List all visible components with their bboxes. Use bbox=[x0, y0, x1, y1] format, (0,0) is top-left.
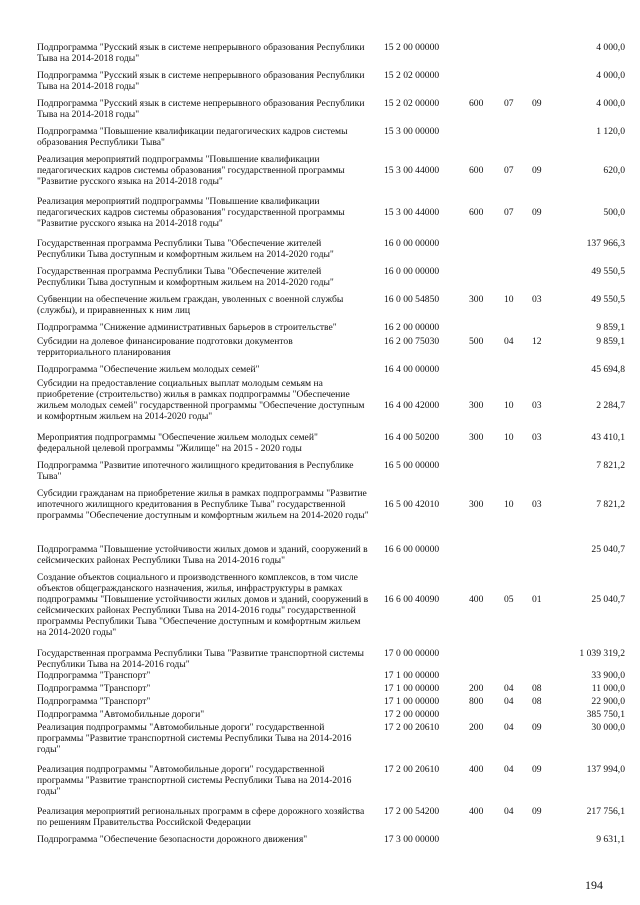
row-target-code: 15 3 00 44000 bbox=[384, 165, 440, 176]
row-name: Подпрограмма "Русский язык в системе непрерывного образования Республики Тыва на 2014-2018 годы" bbox=[37, 98, 365, 120]
row-target-code: 16 6 00 40090 bbox=[384, 594, 440, 605]
row-target-code: 15 3 00 00000 bbox=[384, 126, 440, 137]
row-name: Субсидии гражданам на приобретение жилья в рамках подпрограммы "Развитие ипотечного жилищного кредитования в Республике Тыва" государственной программы "Обеспечение доступным и комфортным жильем на 2014-2020 годы" bbox=[37, 488, 369, 521]
row-subsection: 09 bbox=[532, 98, 542, 109]
row-name: Подпрограмма "Русский язык в системе непрерывного образования Республики Тыва на 2014-2018 годы" bbox=[37, 70, 365, 92]
row-name: Подпрограмма "Транспорт" bbox=[37, 670, 151, 681]
row-name: Подпрограмма "Автомобильные дороги" bbox=[37, 709, 205, 720]
row-target-code: 16 2 00 00000 bbox=[384, 322, 440, 333]
row-target-code: 16 0 00 00000 bbox=[384, 238, 440, 249]
row-amount: 137 994,0 bbox=[586, 764, 625, 775]
row-amount: 30 000,0 bbox=[591, 722, 625, 733]
row-name: Подпрограмма "Снижение административных барьеров в строительстве" bbox=[37, 322, 337, 333]
row-expense-type: 400 bbox=[469, 594, 484, 605]
row-section: 10 bbox=[504, 400, 514, 411]
row-target-code: 16 4 00 00000 bbox=[384, 364, 440, 375]
row-subsection: 08 bbox=[532, 683, 542, 694]
row-amount: 43 410,1 bbox=[591, 432, 625, 443]
row-expense-type: 300 bbox=[469, 499, 484, 510]
row-name: Государственная программа Республики Тыва "Развитие транспортной системы Республики Тыва на 2014-2016 годы" bbox=[37, 648, 364, 670]
row-target-code: 15 3 00 44000 bbox=[384, 207, 440, 218]
row-name: Создание объектов социального и производственного комплексов, в том числе объектов общегражданского назначения, жилья, инфраструктуры в рамках подпрограммы "Повышение устойчивости жилых домов и зданий, сооружений в сейсмических районах Республики Тыва на 2014-2016 годы" государственной программы Республики Тыва "Обеспечение доступным и комфортным жильем на 2014-2020 годы" bbox=[37, 572, 369, 638]
row-expense-type: 200 bbox=[469, 683, 484, 694]
row-target-code: 16 2 00 75030 bbox=[384, 336, 440, 347]
row-amount: 4 000,0 bbox=[596, 70, 625, 81]
row-expense-type: 200 bbox=[469, 722, 484, 733]
row-target-code: 17 2 00 20610 bbox=[384, 764, 440, 775]
row-section: 04 bbox=[504, 764, 514, 775]
row-section: 04 bbox=[504, 696, 514, 707]
row-section: 10 bbox=[504, 294, 514, 305]
row-name: Подпрограмма "Повышение квалификации педагогических кадров системы образования Республики Тыва" bbox=[37, 126, 348, 148]
row-subsection: 08 bbox=[532, 696, 542, 707]
row-subsection: 09 bbox=[532, 207, 542, 218]
row-section: 07 bbox=[504, 165, 514, 176]
row-target-code: 15 2 02 00000 bbox=[384, 70, 440, 81]
row-name: Подпрограмма "Обеспечение жильем молодых семей" bbox=[37, 364, 260, 375]
row-amount: 4 000,0 bbox=[596, 98, 625, 109]
row-subsection: 09 bbox=[532, 764, 542, 775]
row-subsection: 03 bbox=[532, 432, 542, 443]
row-target-code: 16 4 00 50200 bbox=[384, 432, 440, 443]
row-name: Реализация мероприятий подпрограммы "Повышение квалификации педагогических кадров системы образования" государственной программы "Развитие русского языка на 2014-2018 годы" bbox=[37, 196, 345, 229]
row-amount: 2 284,7 bbox=[596, 400, 625, 411]
row-target-code: 17 2 00 00000 bbox=[384, 709, 440, 720]
row-name: Субсидии на долевое финансирование подготовки документов территориального планирования bbox=[37, 336, 293, 358]
row-subsection: 03 bbox=[532, 294, 542, 305]
row-amount: 9 631,1 bbox=[596, 834, 625, 845]
row-name: Субсидии на предоставление социальных выплат молодым семьям на приобретение (строительство) жилья в рамках подпрограммы "Обеспечение жильем молодых семей" государственной программы "Обеспечение доступным и комфортным жильем на 2014-2020 годы" bbox=[37, 378, 365, 422]
row-subsection: 09 bbox=[532, 165, 542, 176]
row-amount: 620,0 bbox=[603, 165, 625, 176]
row-amount: 25 040,7 bbox=[591, 594, 625, 605]
row-target-code: 17 1 00 00000 bbox=[384, 683, 440, 694]
row-subsection: 09 bbox=[532, 806, 542, 817]
row-name: Подпрограмма "Обеспечение безопасности дорожного движения" bbox=[37, 834, 308, 845]
row-section: 04 bbox=[504, 683, 514, 694]
row-target-code: 17 2 00 20610 bbox=[384, 722, 440, 733]
row-target-code: 15 2 00 00000 bbox=[384, 42, 440, 53]
row-name: Реализация подпрограммы "Автомобильные дороги" государственной программы "Развитие транспортной системы Республики Тыва на 2014-2016 годы" bbox=[37, 764, 352, 797]
row-amount: 33 900,0 bbox=[591, 670, 625, 681]
row-name: Подпрограмма "Повышение устойчивости жилых домов и зданий, сооружений в сейсмических районах Республики Тыва на 2014-2016 годы" bbox=[37, 544, 368, 566]
row-expense-type: 400 bbox=[469, 806, 484, 817]
row-section: 04 bbox=[504, 806, 514, 817]
row-amount: 217 756,1 bbox=[586, 806, 625, 817]
row-name: Подпрограмма "Развитие ипотечного жилищного кредитования в Республике Тыва" bbox=[37, 460, 354, 482]
row-amount: 22 900,0 bbox=[591, 696, 625, 707]
row-amount: 25 040,7 bbox=[591, 544, 625, 555]
row-target-code: 16 4 00 42000 bbox=[384, 400, 440, 411]
row-subsection: 03 bbox=[532, 400, 542, 411]
row-section: 05 bbox=[504, 594, 514, 605]
row-name: Реализация подпрограммы "Автомобильные дороги" государственной программы "Развитие транспортной системы Республики Тыва на 2014-2016 годы" bbox=[37, 722, 352, 755]
row-target-code: 16 0 00 54850 bbox=[384, 294, 440, 305]
row-amount: 9 859,1 bbox=[596, 322, 625, 333]
row-amount: 4 000,0 bbox=[596, 42, 625, 53]
row-target-code: 17 0 00 00000 bbox=[384, 648, 440, 659]
row-target-code: 16 0 00 00000 bbox=[384, 266, 440, 277]
row-subsection: 09 bbox=[532, 722, 542, 733]
row-amount: 1 120,0 bbox=[596, 126, 625, 137]
row-amount: 45 694,8 bbox=[591, 364, 625, 375]
row-amount: 11 000,0 bbox=[591, 683, 625, 694]
row-target-code: 16 6 00 00000 bbox=[384, 544, 440, 555]
page-number: 194 bbox=[585, 878, 603, 892]
row-target-code: 17 3 00 00000 bbox=[384, 834, 440, 845]
row-section: 04 bbox=[504, 722, 514, 733]
row-expense-type: 500 bbox=[469, 336, 484, 347]
row-amount: 7 821,2 bbox=[596, 499, 625, 510]
row-name: Реализация мероприятий подпрограммы "Повышение квалификации педагогических кадров системы образования" государственной программы "Развитие русского языка на 2014-2018 годы" bbox=[37, 154, 345, 187]
row-expense-type: 400 bbox=[469, 764, 484, 775]
row-target-code: 16 5 00 00000 bbox=[384, 460, 440, 471]
row-amount: 1 039 319,2 bbox=[579, 648, 625, 659]
row-name: Реализация мероприятий региональных программ в сфере дорожного хозяйства по решениям Правительства Российской Федерации bbox=[37, 806, 365, 828]
row-subsection: 01 bbox=[532, 594, 542, 605]
row-name: Подпрограмма "Транспорт" bbox=[37, 683, 151, 694]
row-expense-type: 800 bbox=[469, 696, 484, 707]
row-amount: 7 821,2 bbox=[596, 460, 625, 471]
row-expense-type: 300 bbox=[469, 400, 484, 411]
row-name: Подпрограмма "Транспорт" bbox=[37, 696, 151, 707]
row-amount: 385 750,1 bbox=[586, 709, 625, 720]
row-section: 07 bbox=[504, 207, 514, 218]
row-amount: 49 550,5 bbox=[591, 294, 625, 305]
row-name: Подпрограмма "Русский язык в системе непрерывного образования Республики Тыва на 2014-2018 годы" bbox=[37, 42, 365, 64]
row-amount: 49 550,5 bbox=[591, 266, 625, 277]
row-target-code: 17 1 00 00000 bbox=[384, 670, 440, 681]
row-name: Государственная программа Республики Тыва "Обеспечение жителей Республики Тыва доступным и комфортным жильем на 2014-2020 годы" bbox=[37, 266, 334, 288]
row-target-code: 17 2 00 54200 bbox=[384, 806, 440, 817]
row-target-code: 16 5 00 42010 bbox=[384, 499, 440, 510]
row-expense-type: 600 bbox=[469, 98, 484, 109]
row-amount: 137 966,3 bbox=[586, 238, 625, 249]
row-name: Государственная программа Республики Тыва "Обеспечение жителей Республики Тыва доступным и комфортным жильем на 2014-2020 годы" bbox=[37, 238, 334, 260]
row-expense-type: 600 bbox=[469, 165, 484, 176]
row-expense-type: 600 bbox=[469, 207, 484, 218]
row-target-code: 17 1 00 00000 bbox=[384, 696, 440, 707]
row-amount: 500,0 bbox=[603, 207, 625, 218]
row-name: Субвенции на обеспечение жильем граждан, уволенных с военной службы (службы), и приравненных к ним лиц bbox=[37, 294, 344, 316]
row-section: 10 bbox=[504, 432, 514, 443]
row-section: 10 bbox=[504, 499, 514, 510]
row-subsection: 03 bbox=[532, 499, 542, 510]
row-expense-type: 300 bbox=[469, 432, 484, 443]
row-target-code: 15 2 02 00000 bbox=[384, 98, 440, 109]
row-section: 04 bbox=[504, 336, 514, 347]
row-subsection: 12 bbox=[532, 336, 542, 347]
row-expense-type: 300 bbox=[469, 294, 484, 305]
row-name: Мероприятия подпрограммы "Обеспечение жильем молодых семей" федеральной целевой программы "Жилище" на 2015 - 2020 годы bbox=[37, 432, 318, 454]
row-amount: 9 859,1 bbox=[596, 336, 625, 347]
row-section: 07 bbox=[504, 98, 514, 109]
